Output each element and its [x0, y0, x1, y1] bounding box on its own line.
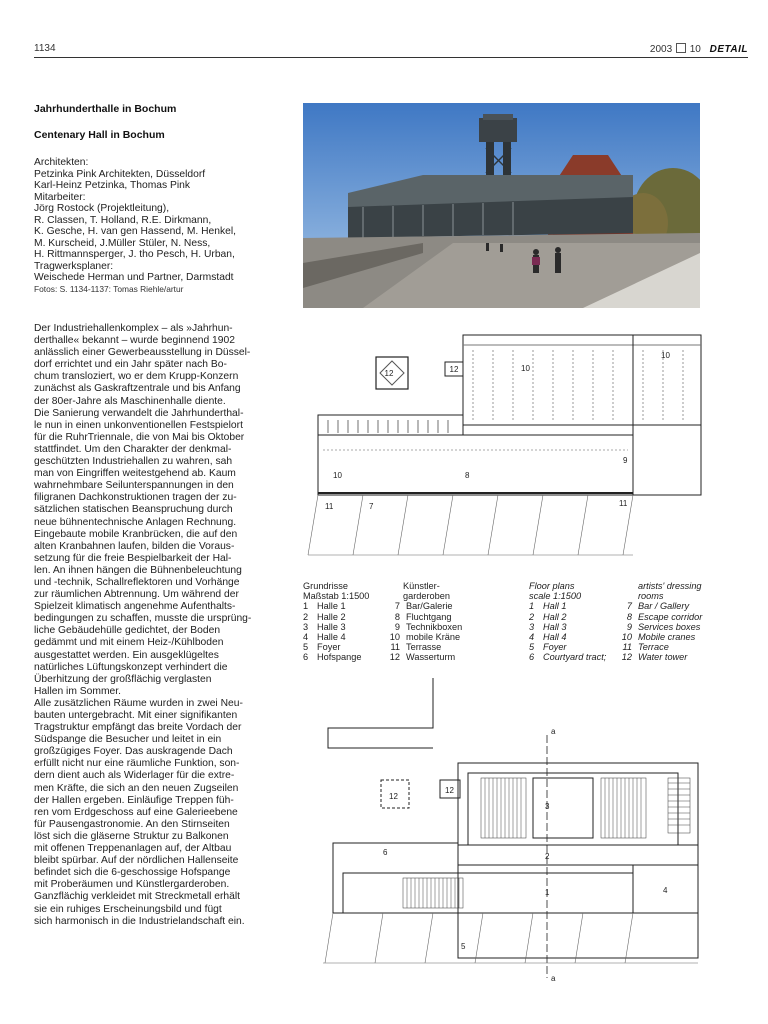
legend-item-number: 5	[303, 642, 309, 653]
credit-line: Karl-Heinz Petzinka, Thomas Pink	[34, 180, 191, 191]
label-10b: 10	[661, 351, 670, 360]
legend-item-number: 12	[621, 652, 632, 663]
legend-item-number: 2	[303, 611, 309, 622]
legend-heading: Grundrisse	[303, 581, 348, 591]
body-line: filigranen Dachkonstruktionen tragen der zu-	[34, 492, 237, 504]
hall-photo	[303, 103, 700, 308]
legend-item-label: Terrasse	[406, 642, 442, 653]
legend-subheading: rooms	[638, 591, 664, 602]
floor-plan-upper	[303, 325, 713, 565]
floor-plan-lower-drawing	[303, 673, 708, 983]
body-line: ren vom Erdgeschoss auf eine Galerieebene	[34, 806, 238, 818]
issue-info	[650, 43, 748, 55]
label-a-bottom: a	[551, 974, 556, 983]
legend-item-label: Bar / Gallery	[638, 601, 690, 612]
legend-item-number: 8	[394, 611, 400, 622]
label-11b: 11	[619, 499, 628, 508]
label-3: 3	[545, 802, 550, 811]
legend-item	[303, 601, 369, 611]
legend-item	[618, 612, 702, 622]
legend-scale: scale 1:1500	[529, 591, 582, 602]
label-12b: 12	[449, 365, 459, 374]
legend-item-label: Water tower	[638, 652, 688, 663]
legend-item	[386, 612, 462, 622]
legend-subheading: Künstler-	[403, 581, 440, 591]
legend-item-label: Halle 3	[317, 621, 346, 632]
credit-line: Tragwerksplaner:	[34, 260, 114, 272]
body-line: Hallen im Sommer.	[34, 685, 121, 697]
legend-item	[303, 642, 369, 652]
legend-item-label: Halle 2	[317, 611, 346, 622]
legend-item-number: 9	[394, 621, 400, 632]
legend-item-label: Fluchtgang	[406, 611, 452, 622]
legend-item	[529, 622, 606, 632]
credits-block	[34, 157, 296, 295]
legend-item-label: Halle 1	[317, 601, 346, 612]
body-line: großzügiges Foyer. Das auskragende Dach	[34, 746, 233, 758]
legend-item	[303, 622, 369, 632]
body-line: neue bühnentechnische Anlagen Rechnung.	[34, 516, 237, 528]
legend-item-number: 6	[529, 652, 535, 663]
credit-line: Architekten:	[34, 157, 89, 168]
legend-item-number: 6	[303, 652, 309, 663]
box-separator-icon	[676, 43, 686, 53]
credit-line: R. Classen, T. Holland, R.E. Dirkmann,	[34, 214, 212, 226]
body-line: Ganzflächig verkleidet mit Streckmetall erhält	[34, 891, 241, 903]
legend-item-number: 5	[529, 642, 535, 653]
legend-item-label: mobile Kräne	[406, 632, 461, 643]
credit-line: K. Gesche, H. van gen Hassend, M. Henkel,	[34, 226, 237, 237]
legend-de-left-column	[303, 601, 369, 662]
legend-item	[386, 652, 462, 662]
legend-item	[529, 652, 606, 662]
credit-line: H. Rittmannsperger, J. tho Pesch, H. Urban,	[34, 249, 235, 260]
label-4: 4	[663, 886, 668, 895]
body-line: zunächst als Gaskraftzentrale und bis Anfang	[34, 383, 241, 395]
body-line: natürliches Lüftungskonzept verhindert die	[34, 661, 228, 673]
legend-item	[618, 652, 702, 662]
floor-plan-upper-drawing	[303, 325, 713, 565]
legend-scale: Maßstab 1:1500	[303, 591, 370, 602]
legend-item-number: 3	[529, 621, 535, 632]
label-2: 2	[545, 852, 550, 861]
legend-item-label: Hall 4	[543, 632, 567, 643]
floor-plan-lower	[303, 673, 708, 983]
body-line: chum transloziert, wo er dem Krupp-Konzern	[34, 371, 239, 383]
legend-item	[529, 632, 606, 642]
body-line: löst sich die gläserne Struktur zu Balkonen	[34, 830, 229, 842]
legend-item	[529, 601, 606, 611]
body-line: mit offenen Treppenanlagen auf, der Altbau	[34, 843, 232, 855]
legend-german	[303, 581, 369, 663]
legend-item-number: 9	[626, 621, 632, 632]
legend-item-number: 1	[529, 601, 535, 612]
label-5: 5	[461, 942, 466, 951]
article-body	[34, 323, 256, 928]
label-10a: 10	[521, 364, 530, 373]
legend-en-right-column	[618, 601, 702, 662]
body-line: anlässlich einer Gewerbeausstellung in Düssel-	[34, 347, 251, 359]
body-line: sich harmonisch in die Industrielandschaft ein.	[34, 915, 245, 927]
body-line: Spielzeit klimatisch angenehme Aufenthalts-	[34, 601, 236, 613]
legend-item-number: 4	[529, 632, 535, 643]
legend-item-label: Foyer	[317, 642, 341, 653]
body-line: Eingebaute mobile Kranbrücken, die auf den	[34, 528, 238, 540]
label-10c: 10	[333, 471, 342, 480]
legend-item-number: 4	[303, 632, 309, 643]
body-line: für die RuhrTriennale, die von Mai bis Oktober	[34, 431, 245, 443]
legend-item-label: Hall 3	[543, 621, 567, 632]
legend-item-number: 7	[394, 601, 400, 612]
body-line: man von Eingriffen weitestgehend ab. Kaum	[34, 468, 236, 480]
legend-item-label: Technikboxen	[406, 621, 463, 632]
body-line: sätzlichen statischen Beanspruchung durch	[34, 504, 233, 516]
legend-item-number: 8	[626, 611, 632, 622]
legend-item-label: Escape corridor	[638, 611, 703, 622]
legend-item	[303, 652, 369, 662]
body-line: men Kräfte, die sich an den neuen Zugseilen	[34, 782, 239, 794]
title-german: Jahrhunderthalle in Bochum	[34, 103, 177, 115]
legend-german-right	[386, 581, 462, 663]
body-line: Die Sanierung verwandelt die Jahrhunderthal-	[34, 407, 244, 419]
legend-item-label: Hall 2	[543, 611, 567, 622]
credit-line: Petzinka Pink Architekten, Düsseldorf	[34, 168, 206, 180]
credit-line: Weischede Herman und Partner, Darmstadt	[34, 272, 234, 283]
legend-item	[618, 642, 702, 652]
label-1: 1	[545, 888, 550, 897]
credit-line: Jörg Rostock (Projektleitung),	[34, 203, 170, 214]
legend-item	[618, 622, 702, 632]
body-line: stattfindet. Um den Charakter der denkmal-	[34, 443, 232, 455]
legend-item	[386, 632, 462, 642]
body-line: Tragstruktur empfängt das breite Vordach der	[34, 722, 242, 734]
label-6: 6	[383, 848, 388, 857]
legend-item	[386, 601, 462, 611]
legend-item-number: 7	[626, 601, 632, 612]
credit-line: Mitarbeiter:	[34, 191, 86, 203]
body-line: alten Kranbahnen laufen, bilden die Voraus-	[34, 540, 235, 552]
body-line: geschützten Industriehallen zu wahren, sah	[34, 456, 233, 468]
brand-logo: DETAIL	[709, 44, 748, 55]
body-line: dorf errichtet und ein Jahr später nach Bo-	[34, 359, 227, 371]
legend-english-right	[618, 581, 702, 663]
legend-english	[529, 581, 606, 663]
body-line: bleibt spürbar. Auf der nördlichen Hallenseite	[34, 855, 239, 867]
body-line: sie ein ruhiges Erscheinungsbild und fügt	[34, 903, 222, 915]
legend-item-number: 11	[622, 642, 632, 653]
label-12a: 12	[384, 369, 394, 378]
body-line: mit Proberäumen und Künstlergarderoben.	[34, 879, 230, 891]
body-line: für Pausengastronomie. An den Stirnseiten	[34, 818, 230, 830]
label-8: 8	[465, 471, 470, 480]
body-line: der 80er-Jahre als Maschinenhalle diente.	[34, 395, 226, 407]
legend-item	[303, 632, 369, 642]
legend-item	[386, 622, 462, 632]
legend-item-label: Foyer	[543, 642, 567, 653]
legend-item	[529, 642, 606, 652]
label-7: 7	[369, 502, 374, 511]
legend-item-label: Courtyard tract;	[543, 652, 607, 663]
legend-item-label: Hofspange	[317, 652, 362, 663]
issue-number: 10	[689, 44, 701, 55]
label-12b: 12	[445, 786, 454, 795]
legend-item-number: 1	[303, 601, 309, 612]
legend-item	[303, 612, 369, 622]
body-line: liche Gebäudehülle gedichtet, der Boden	[34, 625, 221, 637]
title-english: Centenary Hall in Bochum	[34, 129, 165, 141]
body-line: Alle zusätzlichen Räume wurden in zwei Neu-	[34, 697, 243, 709]
body-line: dern dient auch als Widerlager für die extre-	[34, 770, 235, 782]
legend-item	[529, 612, 606, 622]
body-line: le nun in einen unkonventionellen Festspielort	[34, 419, 243, 431]
body-line: Der Industriehallenkomplex – als »Jahrhun-	[34, 323, 233, 334]
body-line: gedämmt und mit einem Heiz-/Kühlboden	[34, 637, 224, 649]
legend-item-number: 10	[389, 632, 400, 643]
legend-item-label: Bar/Galerie	[406, 601, 453, 612]
body-line: zur räumlichen Abtrennung. Um während der	[34, 589, 239, 601]
legend-item-number: 3	[303, 621, 309, 632]
body-line: bedingungen zu schaffen, musste die ursprüng-	[34, 613, 252, 625]
legend-item-number: 10	[621, 632, 632, 643]
legend-item	[618, 601, 702, 611]
legend-heading: Floor plans	[529, 581, 575, 591]
legend-item-label: Mobile cranes	[638, 632, 696, 643]
legend-item-label: Hall 1	[543, 601, 567, 612]
header-rule	[34, 57, 748, 58]
body-line: erfüllt nicht nur eine räumliche Funktion, son-	[34, 758, 240, 770]
label-a-top: a	[551, 727, 556, 736]
body-line: befindet sich die 6-geschossige Hofspange	[34, 867, 231, 879]
photo-illustration	[303, 103, 700, 308]
credit-line: M. Kurscheid, J.Müller Stüler, N. Ness,	[34, 237, 211, 249]
legend-item-label: Terrace	[638, 642, 669, 653]
legend-subheading: artists' dressing	[638, 581, 702, 591]
legend-item-label: Services boxes	[638, 621, 701, 632]
body-line: bauten untergebracht. Mit einer signifikanten	[34, 710, 238, 721]
legend-item-label: Halle 4	[317, 632, 346, 643]
body-line: setzung für die freie Bespielbarkeit der Hal-	[34, 552, 232, 564]
label-9: 9	[623, 456, 628, 465]
label-11a: 11	[325, 502, 334, 511]
legend-de-right-column	[386, 601, 462, 662]
legend-en-left-column	[529, 601, 606, 662]
body-line: Südspange die Besucher und leitet in ein	[34, 734, 222, 746]
legend-item	[386, 642, 462, 652]
body-line: wahrnehmbare Seilunterspannungen in den	[34, 480, 234, 492]
legend-item-label: Wasserturm	[406, 652, 456, 663]
legend-subheading: garderoben	[403, 591, 450, 602]
legend-item-number: 2	[529, 611, 535, 622]
body-line: len. An ihnen hängen die Bühnenbeleuchtung	[34, 564, 242, 576]
label-12a: 12	[389, 792, 398, 801]
body-line: der Hallen ergeben. Einläufige Treppen füh-	[34, 794, 234, 806]
body-line: und -technik, Schallreflektoren und Vorhänge	[34, 576, 240, 588]
legend-item-number: 12	[389, 652, 400, 663]
body-line: Überhitzung der großflächig verglasten	[34, 673, 212, 685]
photo-credit: Fotos: S. 1134-1137: Tomas Riehle/artur	[34, 283, 184, 294]
issue-year: 2003	[649, 44, 673, 55]
legend-item-number: 11	[390, 642, 400, 653]
body-line: derthalle« bekannt – wurde beginnend 1902	[34, 335, 235, 347]
body-line: ausgestattet werden. Ein ausgeklügeltes	[34, 649, 219, 661]
legend-item	[618, 632, 702, 642]
page-number: 1134	[34, 43, 56, 54]
